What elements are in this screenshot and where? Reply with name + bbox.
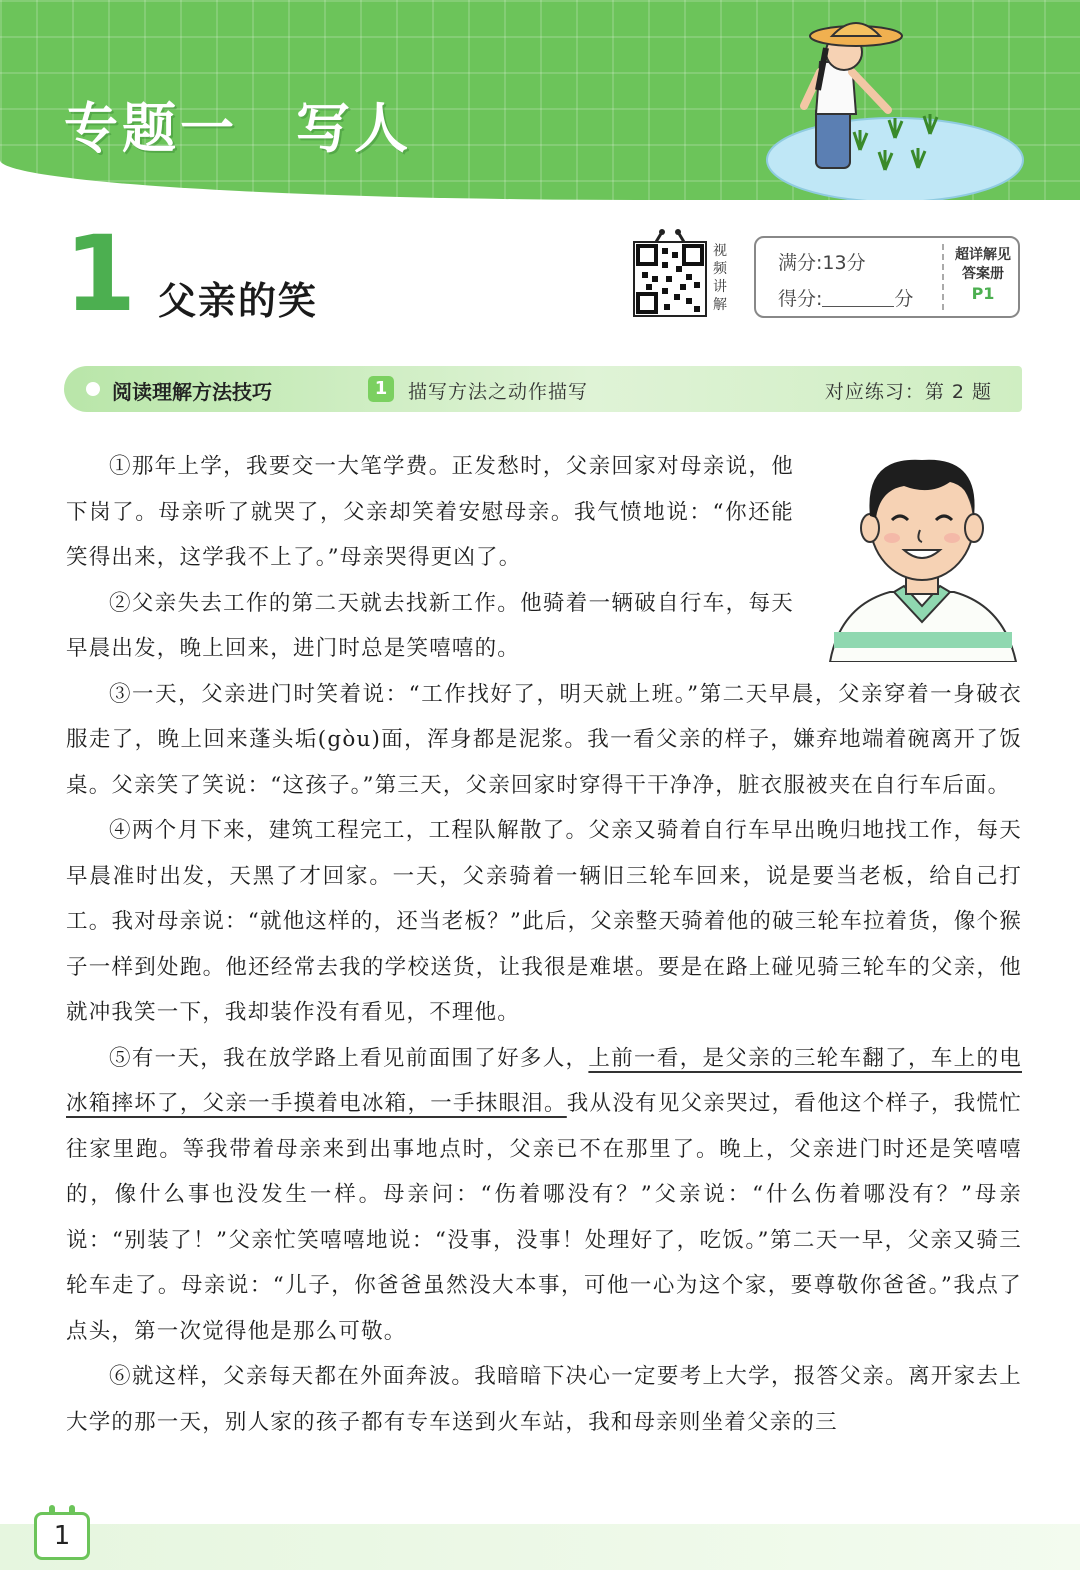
method-number-badge: 1 xyxy=(368,376,394,402)
girl-planting-rice-illustration xyxy=(760,10,1030,200)
video-explanation-label: 视 频 讲 解 xyxy=(713,243,727,313)
score-field[interactable]: 得分: 分 xyxy=(778,288,914,310)
answer-reference: 超详解见 答案册 P1 xyxy=(955,247,1011,303)
header-band xyxy=(0,0,1080,200)
paragraph-4: ④两个月下来，建筑工程完工，工程队解散了。父亲又骑着自行车早出晚归地找工作，每天早晨准时出发，天黑了才回家。一天，父亲骑着一辆旧三轮车回来，说是要当老板，给自己打工。我对母亲说：“就他这样的，还当老板？”此后，父亲整天骑着他的破三轮车拉着货，像个猴子一样到处跑。他还经常去我的学校送货，让我很是难堪。要是在路上碰见骑三轮车的父亲，他就冲我笑一下，我却装作没有看见，不理他。 xyxy=(66,818,1022,1025)
paragraph-6: ⑥就这样，父亲每天都在外面奔波。我暗暗下决心一定要考上大学，报答父亲。离开家去上大学的那一天，别人家的孩子都有专车送到火车站，我和母亲则坐着父亲的三 xyxy=(66,1364,1022,1435)
lesson-number: 1 xyxy=(64,213,137,335)
paragraph-5: ⑤有一天，我在放学路上看见前面围了好多人，上前一看，是父亲的三轮车翻了，车上的电冰箱摔坏了，父亲一手摸着电冰箱，一手抹眼泪。我从没有见父亲哭过，看他这个样子，我慌忙往家里跑。等我带着母亲来到出事地点时，父亲已不在那里了。晚上，父亲进门时还是笑嘻嘻的，像什么事也没发生一样。母亲问：“伤着哪没有？”父亲说：“什么伤着哪没有？”母亲说：“别装了！”父亲忙笑嘻嘻地说：“没事，没事！处理好了，吃饭。”第二天一早，父亲又骑三轮车走了。母亲说：“儿子，你爸爸虽然没大本事，可他一心为这个家，要尊敬你爸爸。”我点了点头，第一次觉得他是那么可敬。 xyxy=(66,1045,1022,1344)
lesson-title: 父亲的笑 xyxy=(158,279,319,323)
qr-code-icon[interactable] xyxy=(632,228,708,318)
underlined-sentence: 上前一看，是父亲的三轮车翻了，车上的电冰箱摔坏了，父亲一手摸着电冰箱，一手抹眼泪。 xyxy=(66,1045,1022,1116)
method-tips-bar xyxy=(64,366,1022,412)
score-divider xyxy=(942,244,944,310)
paragraph-1: ①那年上学，我要交一大笔学费。正发愁时，父亲回家对母亲说，他下岗了。母亲听了就哭了，父亲却笑着安慰母亲。我气愤地说：“你还能笑得出来，这学我不上了。”母亲哭得更凶了。 xyxy=(66,454,794,570)
score-box xyxy=(754,236,1020,318)
footer-strip xyxy=(0,1524,1080,1570)
bullet-dot-icon xyxy=(86,382,100,396)
reading-passage xyxy=(66,444,1022,1445)
topic-title: 专题一 写人 xyxy=(64,97,412,160)
paragraph-2: ②父亲失去工作的第二天就去找新工作。他骑着一辆破自行车，每天早晨出发，晚上回来，进门时总是笑嘻嘻的。 xyxy=(66,590,794,661)
score-blank xyxy=(822,288,894,307)
paragraph-3: ③一天，父亲进门时笑着说：“工作找好了，明天就上班。”第二天早晨，父亲穿着一身破衣服走了，晚上回来蓬头垢(gòu)面，浑身都是泥浆。我一看父亲的样子，嫌弃地端着碗离开了饭桌。父亲笑了笑说：“这孩子。”第三天，父亲回家时穿得干干净净，脏衣服被夹在自行车后面。 xyxy=(66,681,1022,798)
method-heading: 阅读理解方法技巧 xyxy=(112,380,272,404)
full-score: 满分:13分 xyxy=(778,252,866,274)
practice-reference: 对应练习：第 2 题 xyxy=(824,381,992,403)
method-subtitle: 描写方法之动作描写 xyxy=(408,381,589,403)
page-number: 1 xyxy=(34,1512,90,1560)
